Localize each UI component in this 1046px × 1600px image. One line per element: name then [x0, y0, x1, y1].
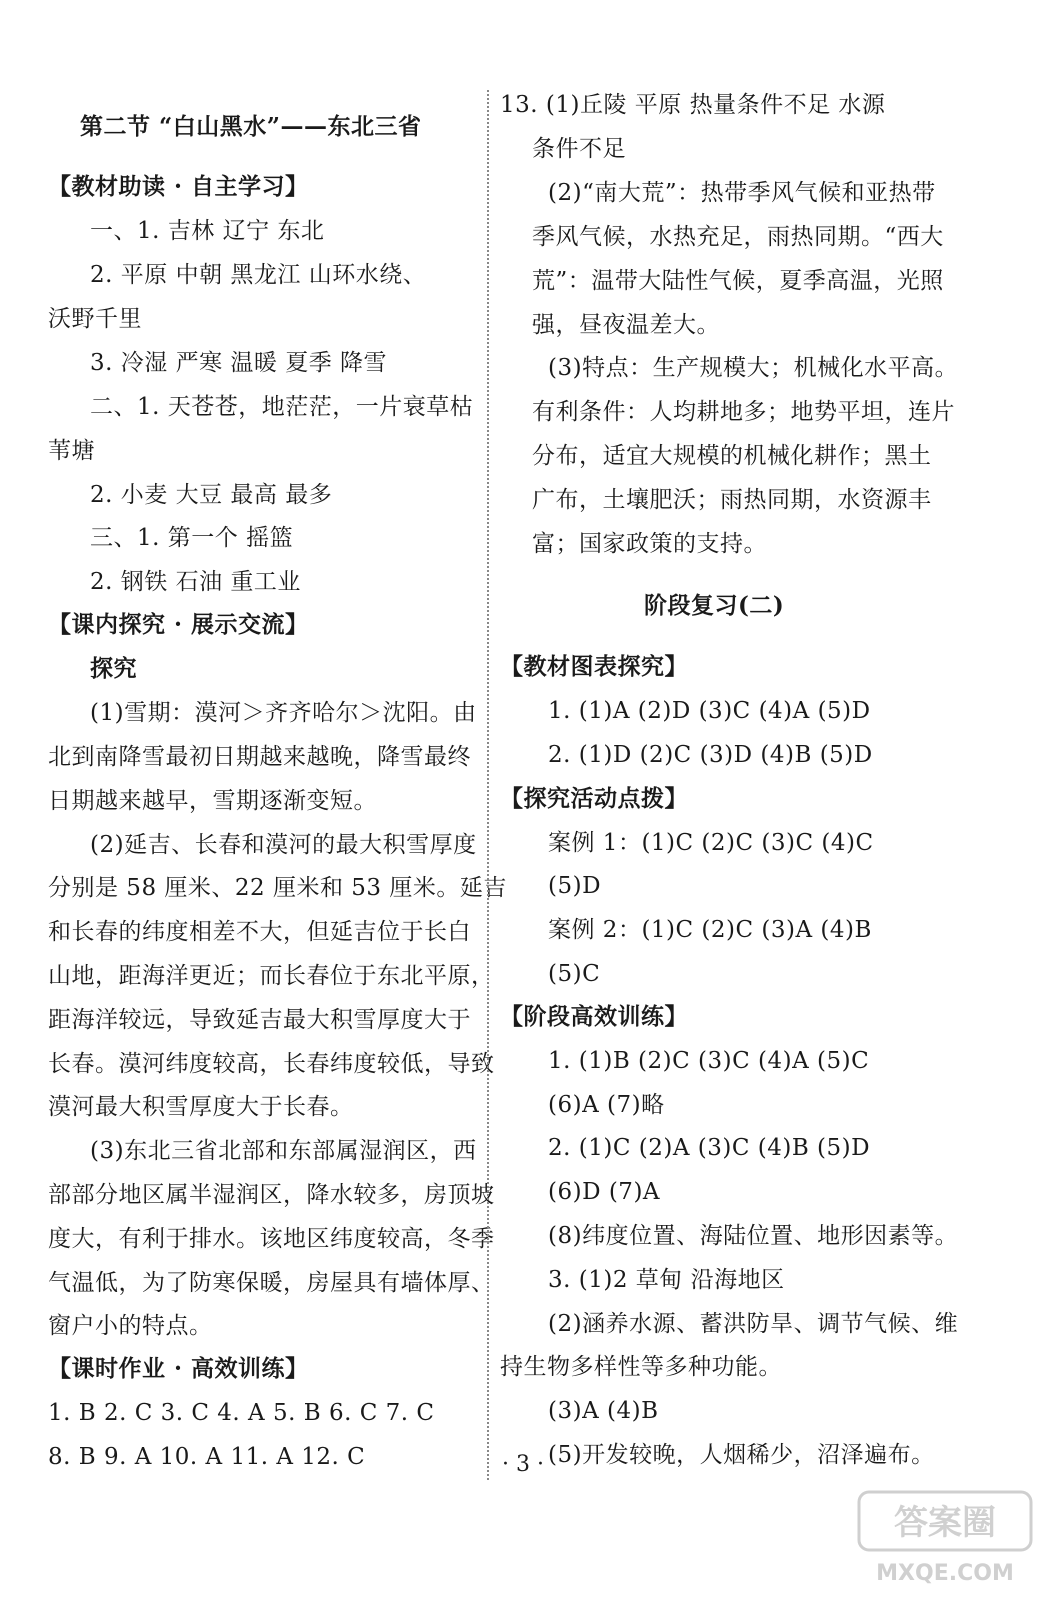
answer-line: (3)特点：生产规模大；机械化水平高。: [548, 355, 959, 381]
answer-line: 漠河最大积雪厚度大于长春。: [48, 1094, 354, 1120]
answer-line: 强，昼夜温差大。: [532, 312, 720, 338]
answer-line: (2)涵养水源、蓄洪防旱、调节气候、维: [548, 1311, 959, 1337]
answer-line: 1. B 2. C 3. C 4. A 5. B 6. C 7. C: [48, 1400, 435, 1426]
heading-stage-training: 【阶段高效训练】: [500, 1003, 688, 1030]
answer-line: 分布，适宜大规模的机械化耕作；黑土: [532, 443, 932, 469]
answer-line: 广布，土壤肥沃；雨热同期，水资源丰: [532, 487, 932, 513]
section-title: 第二节 “白山黑水”——东北三省: [80, 113, 422, 140]
page-number: · 3 ·: [502, 1452, 544, 1477]
answer-line: (6)A (7)略: [548, 1092, 665, 1118]
answer-line: (6)D (7)A: [548, 1179, 661, 1205]
answer-line: 荒”：温带大陆性气候，夏季高温，光照: [532, 268, 944, 294]
answer-line: 沃野千里: [48, 306, 142, 332]
answer-line: 季风气候，水热充足，雨热同期。“西大: [532, 224, 944, 250]
answer-line: 部部分地区属半湿润区，降水较多，房顶坡: [48, 1182, 495, 1208]
answer-line: 案例 1：(1)C (2)C (3)C (4)C: [548, 830, 874, 856]
answer-line: 气温低，为了防寒保暖，房屋具有墙体厚、: [48, 1270, 495, 1296]
answer-line: 持生物多样性等多种功能。: [500, 1354, 782, 1380]
answer-line: 2. 小麦 大豆 最高 最多: [90, 482, 333, 508]
answer-line: 条件不足: [532, 136, 626, 162]
column-divider: [487, 90, 489, 1480]
answer-line: (3)A (4)B: [548, 1398, 659, 1424]
answer-line: 北到南降雪最初日期越来越晚，降雪最终: [48, 744, 471, 770]
answer-line: 富；国家政策的支持。: [532, 531, 767, 557]
heading-activity-tips: 【探究活动点拨】: [500, 785, 688, 812]
answer-line: 日期越来越早，雪期逐渐变短。: [48, 788, 377, 814]
answer-line: 窗户小的特点。: [48, 1313, 213, 1339]
answer-line: (5)开发较晚，人烟稀少，沼泽遍布。: [548, 1442, 935, 1468]
answer-line: 2. 平原 中朝 黑龙江 山环水绕、: [90, 262, 427, 288]
answer-line: 一、1. 吉林 辽宁 东北: [90, 218, 325, 244]
answer-line: 13. (1)丘陵 平原 热量条件不足 水源: [500, 92, 886, 118]
answer-line: 和长春的纬度相差不大，但延吉位于长白: [48, 919, 471, 945]
answer-line: 2. 钢铁 石油 重工业: [90, 569, 301, 595]
subheading-inquiry: 探究: [90, 655, 137, 682]
heading-textbook-guide: 【教材助读 · 自主学习】: [48, 173, 309, 200]
answer-line: 1. (1)B (2)C (3)C (4)A (5)C: [548, 1048, 870, 1074]
heading-figure-inquiry: 【教材图表探究】: [500, 653, 688, 680]
answer-line: 分别是 58 厘米、22 厘米和 53 厘米。延吉: [48, 875, 507, 901]
answer-line: 2. (1)C (2)A (3)C (4)B (5)D: [548, 1135, 871, 1161]
answer-line: 案例 2：(1)C (2)C (3)A (4)B: [548, 917, 872, 943]
answer-line: 3. (1)2 草甸 沿海地区: [548, 1267, 785, 1293]
answer-line: 度大，有利于排水。该地区纬度较高，冬季: [48, 1226, 495, 1252]
answer-line: 长春。漠河纬度较高，长春纬度较低，导致: [48, 1051, 495, 1077]
answer-line: 8. B 9. A 10. A 11. A 12. C: [48, 1444, 366, 1470]
answer-line: (5)C: [548, 961, 601, 987]
heading-homework: 【课时作业 · 高效训练】: [48, 1355, 309, 1382]
answer-line: 三、1. 第一个 摇篮: [90, 525, 294, 551]
answer-line: 山地，距海洋更近；而长春位于东北平原，: [48, 963, 495, 989]
answer-line: (1)雪期：漠河＞齐齐哈尔＞沈阳。由: [90, 700, 477, 726]
answer-line: 苇塘: [48, 438, 95, 464]
watermark-bottom: MXQE.COM: [876, 1561, 1014, 1586]
answer-line: 1. (1)A (2)D (3)C (4)A (5)D: [548, 698, 871, 724]
heading-class-inquiry: 【课内探究 · 展示交流】: [48, 611, 309, 638]
answer-line: (8)纬度位置、海陆位置、地形因素等。: [548, 1223, 959, 1249]
watermark-logo: [855, 1488, 1035, 1588]
watermark-top: 答案圈: [894, 1503, 996, 1543]
stage-review-title: 阶段复习(二): [644, 592, 785, 619]
answer-line: 距海洋较远，导致延吉最大积雪厚度大于: [48, 1007, 471, 1033]
answer-line: 有利条件：人均耕地多；地势平坦，连片: [532, 399, 955, 425]
answer-line: 3. 冷湿 严寒 温暖 夏季 降雪: [90, 350, 387, 376]
answer-line: (3)东北三省北部和东部属湿润区，西: [90, 1138, 477, 1164]
answer-line: (5)D: [548, 873, 602, 899]
answer-line: (2)延吉、长春和漠河的最大积雪厚度: [90, 832, 477, 858]
answer-line: 2. (1)D (2)C (3)D (4)B (5)D: [548, 742, 873, 768]
answer-line: (2)“南大荒”：热带季风气候和亚热带: [548, 180, 936, 206]
answer-line: 二、1. 天苍苍，地茫茫，一片衰草枯: [90, 394, 474, 420]
